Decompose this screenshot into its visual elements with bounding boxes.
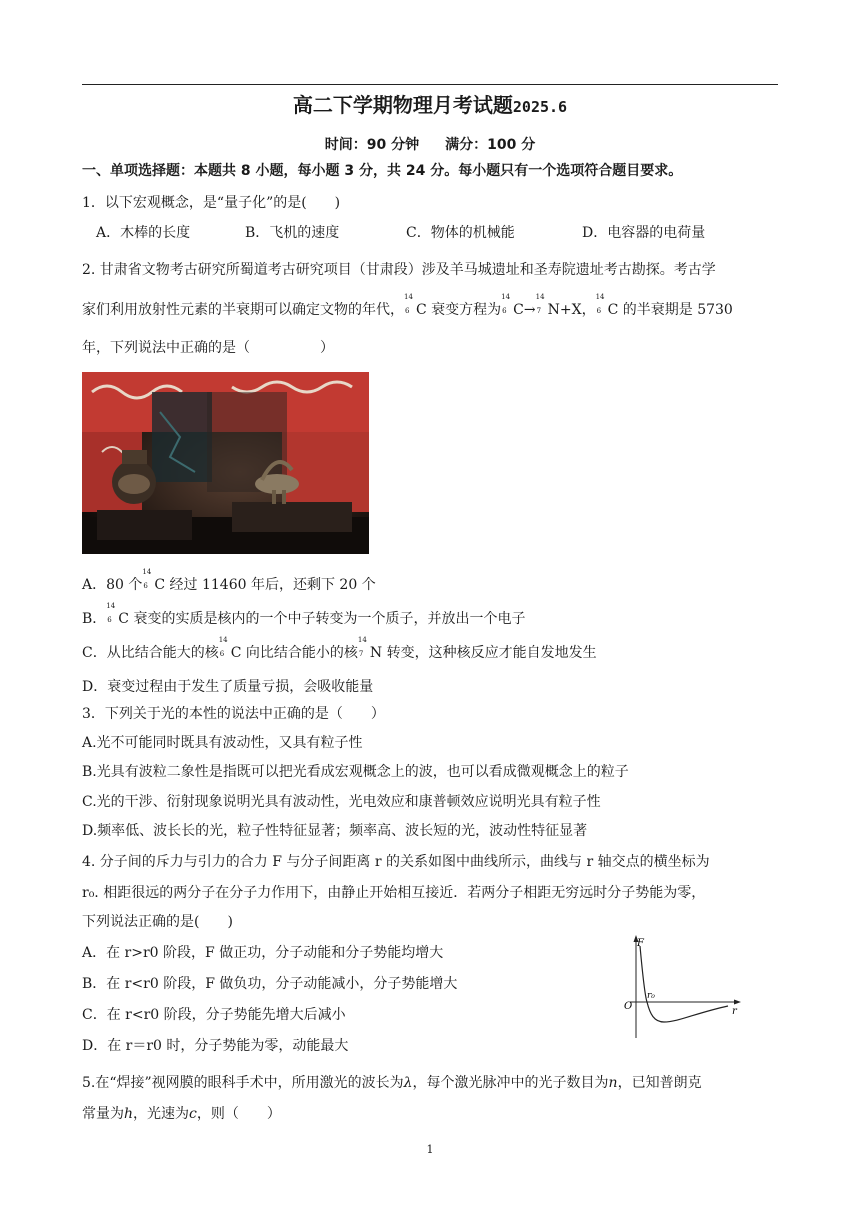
- exam-score: 满分：100 分: [445, 137, 536, 153]
- q4-option-b: B．在 r<r0 阶段，F 做负功，分子动能减小，分子势能增大: [82, 976, 458, 992]
- q3-option-d: D.频率低、波长长的光，粒子性特征显著；频率高、波长短的光，波动性特征显著: [82, 823, 588, 839]
- q5-line-1: 5.在“焊接”视网膜的眼科手术中，所用激光的波长为λ，每个激光脉冲中的光子数目为n，已知普朗克: [82, 1075, 702, 1091]
- graph-axis-r: r: [732, 1006, 737, 1017]
- lambda-symbol: λ: [403, 1075, 413, 1091]
- graph-axis-f: F: [637, 938, 644, 949]
- exam-meta: [0, 134, 860, 154]
- isotope-c14: 14 6: [404, 293, 413, 315]
- isotope-c14: 14 6: [142, 568, 152, 590]
- q3-stem: 3．下列关于光的本性的说法中正确的是（ ）: [82, 706, 385, 722]
- isotope-n14: 14 7: [535, 293, 545, 315]
- q2-line-1: 2. 甘肃省文物考古研究所蜀道考古研究项目（甘肃段）涉及羊马城遗址和圣寿院遗址考古勘探。考古学: [82, 262, 716, 278]
- q3-option-b: B.光具有波粒二象性是指既可以把光看成宏观概念上的波，也可以看成微观概念上的粒子: [82, 764, 629, 780]
- q1-option-b: B．飞机的速度: [245, 225, 340, 241]
- graph-r0: r₀: [647, 991, 655, 1001]
- force-distance-graph: [616, 934, 742, 1040]
- q5-line-2: 常量为h，光速为c，则（ ）: [82, 1106, 281, 1122]
- isotope-c14: 14 6: [595, 293, 605, 315]
- isotope-c14: 14 6: [106, 602, 116, 624]
- q2-option-a: A．80 个 14 6 C 经过 11460 年后，还剩下 20 个: [82, 568, 376, 593]
- exam-time: 时间：90 分钟: [324, 137, 420, 153]
- q1-option-c: C．物体的机械能: [406, 225, 515, 241]
- exam-title: 高二下学期物理月考试题2025.6: [292, 93, 568, 117]
- isotope-c14: 14 6: [501, 293, 511, 315]
- page-number: 1: [426, 1143, 434, 1156]
- q4-option-c: C．在 r<r0 阶段，分子势能先增大后减小: [82, 1007, 346, 1023]
- arrow-icon: →: [523, 302, 536, 318]
- q2-line-3: 年，下列说法中正确的是（ ）: [82, 340, 334, 356]
- isotope-c14: 14 6: [218, 636, 228, 658]
- header-rule: [82, 84, 778, 85]
- q1-option-d: D．电容器的电荷量: [582, 225, 706, 241]
- q1-stem: 1．以下宏观概念，是“量子化”的是( ): [82, 195, 341, 211]
- q4-option-d: D．在 r＝r0 时，分子势能为零，动能最大: [82, 1038, 349, 1054]
- museum-photo: [82, 372, 369, 554]
- q4-line-2: r₀. 相距很远的两分子在分子力作用下，由静止开始相互接近．若两分子相距无穷远时分子势能为零，: [82, 885, 706, 901]
- q2-option-b: B． 14 6 C 衰变的实质是核内的一个中子转变为一个质子，并放出一个电子: [82, 602, 526, 627]
- q2-line-2: 家们利用放射性元素的半衰期可以确定文物的年代， 14 6 C 衰变方程为 14 6 C→ 14 7 N+X， 14 6 C 的半衰期是 5730: [82, 293, 733, 318]
- isotope-n14: 14 7: [357, 636, 367, 658]
- q2-option-c: C．从比结合能大的核 14 6 C 向比结合能小的核 14 7 N 转变，这种核反应才能自发地发生: [82, 636, 597, 661]
- q4-line-1: 4. 分子间的斥力与引力的合力 F 与分子间距离 r 的关系如图中曲线所示，曲线与 r 轴交点的横坐标为: [82, 854, 710, 870]
- q3-option-a: A.光不可能同时既具有波动性，又具有粒子性: [82, 735, 363, 751]
- q4-option-a: A．在 r>r0 阶段，F 做正功，分子动能和分子势能均增大: [82, 945, 444, 961]
- exam-year: 2025.6: [512, 98, 568, 116]
- section-heading: 一、单项选择题：本题共 8 小题，每小题 3 分，共 24 分。每小题只有一个选项符合题目要求。: [82, 163, 683, 179]
- graph-origin: O: [624, 1001, 633, 1012]
- q4-line-3: 下列说法正确的是( ): [82, 914, 233, 930]
- q3-option-c: C.光的干涉、衍射现象说明光具有波动性，光电效应和康普顿效应说明光具有粒子性: [82, 794, 601, 810]
- q1-option-a: A．木棒的长度: [96, 225, 191, 241]
- q2-option-d: D．衰变过程由于发生了质量亏损，会吸收能量: [82, 679, 374, 695]
